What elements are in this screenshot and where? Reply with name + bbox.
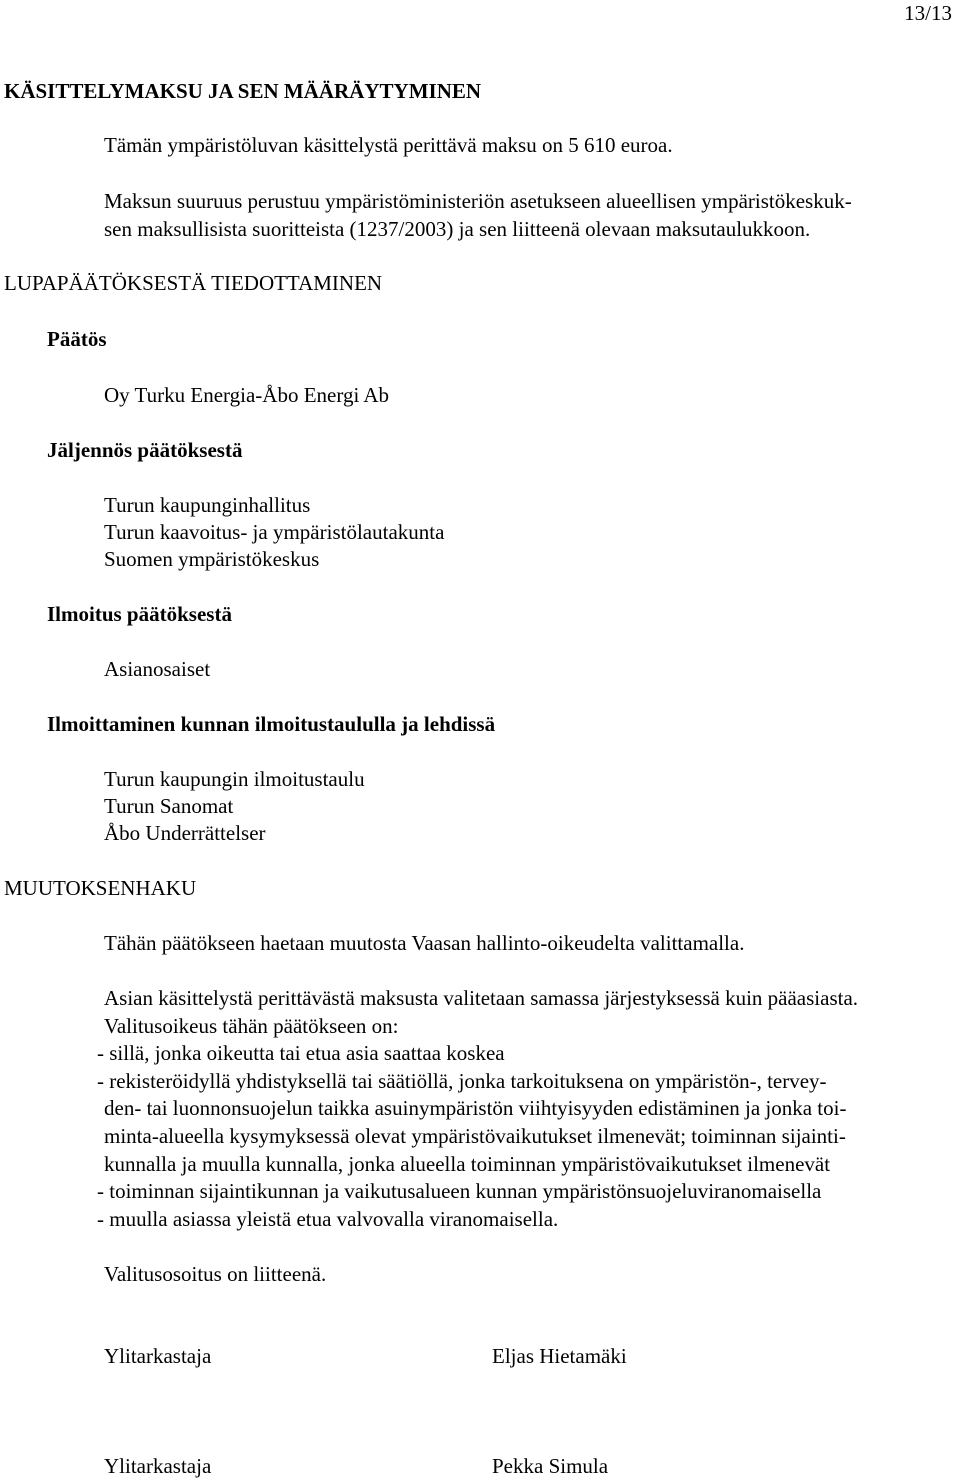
signature-name: Eljas Hietamäki	[492, 1344, 627, 1368]
appeal-fee-text: Asian käsittelystä perittävästä maksusta valitetaan samassa järjestyksessä kuin pääasiasta.	[104, 986, 859, 1010]
appeal-right-item: den- tai luonnonsuojelun taikka asuinympäristön viihtyisyyden edistäminen ja jonka toi-	[104, 1096, 847, 1120]
appeal-right-item: - muulla asiassa yleistä etua valvovalla viranomaisella.	[97, 1207, 559, 1231]
jaljennos-recipient: Suomen ympäristökeskus	[104, 547, 320, 571]
signature-title: Ylitarkastaja	[104, 1454, 212, 1478]
notify-heading: LUPAPÄÄTÖKSESTÄ TIEDOTTAMINEN	[4, 271, 383, 295]
ilmoittaminen-item: Åbo Underrättelser	[104, 821, 266, 845]
jaljennos-recipient: Turun kaupunginhallitus	[104, 493, 311, 517]
signature-name: Pekka Simula	[492, 1454, 609, 1478]
signature-title: Ylitarkastaja	[104, 1344, 212, 1368]
appeal-right-item: - rekisteröidyllä yhdistyksellä tai säätiöllä, jonka tarkoituksena on ympäristön-, tervey-	[97, 1069, 827, 1093]
paatos-recipient: Oy Turku Energia-Åbo Energi Ab	[104, 383, 390, 407]
fee-basis-line-1: Maksun suuruus perustuu ympäristöministeriön asetukseen alueellisen ympäristökeskuk-	[104, 189, 852, 213]
ilmoittaminen-heading: Ilmoittaminen kunnan ilmoitustaululla ja lehdissä	[47, 712, 496, 736]
ilmoitus-heading: Ilmoitus päätöksestä	[47, 602, 232, 626]
appeal-right-intro: Valitusoikeus tähän päätökseen on:	[104, 1014, 399, 1038]
appeal-heading: MUUTOKSENHAKU	[4, 876, 197, 900]
appeal-text: Tähän päätökseen haetaan muutosta Vaasan hallinto-oikeudelta valittamalla.	[104, 931, 745, 955]
fee-basis-line-2: sen maksullisista suoritteista (1237/2003) ja sen liitteenä olevaan maksutaulukkoon.	[104, 217, 811, 241]
appeal-right-item: kunnalla ja muulla kunnalla, jonka alueella toiminnan ympäristövaikutukset ilmenevät	[104, 1152, 831, 1176]
ilmoitus-recipient: Asianosaiset	[104, 657, 211, 681]
fee-heading: KÄSITTELYMAKSU JA SEN MÄÄRÄYTYMINEN	[4, 79, 482, 103]
paatos-heading: Päätös	[47, 327, 107, 351]
fee-amount-text: Tämän ympäristöluvan käsittelystä perittävä maksu on 5 610 euroa.	[104, 133, 673, 157]
jaljennos-recipient: Turun kaavoitus- ja ympäristölautakunta	[104, 520, 445, 544]
ilmoittaminen-item: Turun kaupungin ilmoitustaulu	[104, 767, 365, 791]
ilmoittaminen-item: Turun Sanomat	[104, 794, 234, 818]
page-number: 13/13	[904, 1, 952, 25]
jaljennos-heading: Jäljennös päätöksestä	[47, 438, 243, 462]
appeal-right-item: minta-alueella kysymyksessä olevat ympäristövaikutukset ilmenevät; toiminnan sijainti-	[104, 1124, 846, 1148]
appeal-right-item: - toiminnan sijaintikunnan ja vaikutusalueen kunnan ympäristönsuojeluviranomaisella	[97, 1179, 822, 1203]
appeal-appendix-note: Valitusosoitus on liitteenä.	[104, 1262, 327, 1286]
appeal-right-item: - sillä, jonka oikeutta tai etua asia saattaa koskea	[97, 1041, 505, 1065]
